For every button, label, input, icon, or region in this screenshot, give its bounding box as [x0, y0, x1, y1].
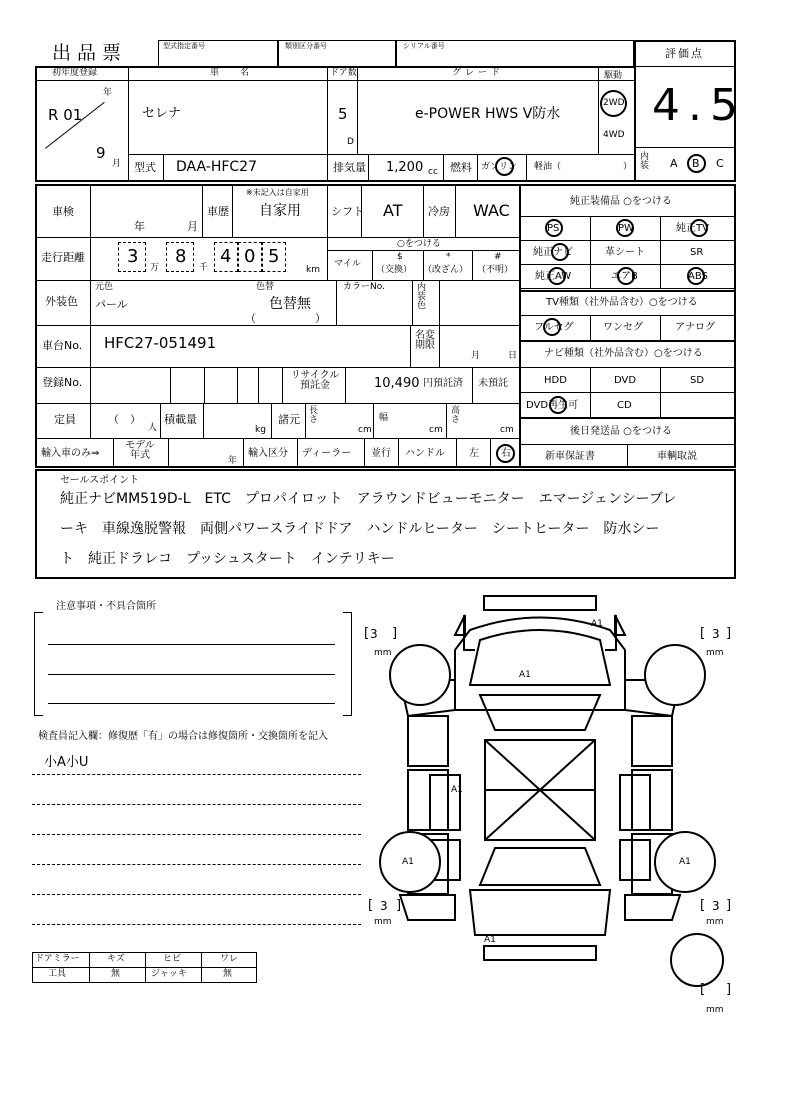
chassis: HFC27-051491	[104, 334, 217, 352]
grade: e-POWER HWS V防水	[415, 106, 561, 122]
tread-rl-paren-r: ]	[396, 898, 402, 913]
inspection-year-unit: 年	[134, 220, 145, 233]
km-unit: km	[306, 265, 320, 275]
unknown-label: （不明）	[477, 265, 514, 275]
acc-h-crack: ヒビ	[163, 954, 182, 964]
diagram-mark-5: A1	[679, 857, 691, 867]
interior-b: B	[692, 157, 700, 170]
first-reg-month: 9	[96, 144, 106, 162]
mileage-digit-1-text: 3	[127, 246, 139, 267]
navi-title: ナビ種類（社外品含む）○をつける	[544, 348, 703, 359]
doors-label: ドア数	[330, 68, 357, 78]
ac: WAC	[473, 201, 510, 220]
color-no-label: カラーNo.	[343, 282, 385, 292]
equip-navi-circle	[551, 243, 569, 261]
capacity-label: 定員	[54, 413, 76, 426]
navi-dvd-play: DVD再生可	[526, 400, 579, 411]
inspector-label: 検査員記入欄：修復歴「有」の場合は修復箇所・交換箇所を記入	[38, 731, 328, 742]
tread-spare-paren: [	[700, 982, 706, 997]
tread-rl-paren: [	[368, 898, 374, 913]
first-reg-era: R 01	[48, 106, 83, 124]
unknown-symbol: #	[494, 252, 502, 262]
mark-note: ○をつける	[397, 239, 441, 249]
equip-tv-circle	[690, 219, 708, 237]
tread-fr-paren-r: ]	[726, 626, 732, 641]
displacement-label: 排気量	[333, 161, 366, 174]
model-year-unit: 年	[228, 456, 238, 466]
ac-label: 冷房	[428, 205, 450, 218]
tamper-symbol: *	[446, 252, 451, 262]
tread-spare-paren-r: ]	[726, 982, 732, 997]
car-name-label: 車 名	[210, 68, 256, 78]
import-label: 輸入車のみ⇒	[41, 448, 100, 459]
history: 自家用	[259, 203, 301, 219]
tread-fr-paren: [	[700, 626, 706, 641]
model-label: 型式	[134, 161, 156, 174]
displacement-unit: cc	[428, 167, 438, 177]
acc-v-jack: ジャッキ	[151, 969, 187, 979]
handle-label: ハンドル	[405, 448, 445, 459]
swap-symbol: $	[397, 252, 403, 262]
tv-analog: アナログ	[675, 322, 715, 333]
original-color-label: 元色	[95, 282, 114, 292]
equip-airbag: エアB	[611, 271, 638, 282]
navi-dvd-play-circle	[549, 396, 567, 414]
first-reg-label: 初年度登録	[52, 68, 98, 78]
title-change-label: 名変期限	[415, 330, 435, 351]
diagram-mark-3: A1	[451, 785, 463, 795]
tv-fullseg: フルセグ	[534, 322, 574, 333]
dims-label: 諸元	[278, 413, 300, 426]
drive-2wd: 2WD	[603, 98, 625, 108]
fuel-close: ）	[623, 162, 633, 172]
model-year-label: モデル年式	[125, 440, 155, 461]
diagram-mark-2: A1	[519, 670, 531, 680]
title-change-day: 日	[508, 351, 518, 361]
exterior-label: 外装色	[45, 295, 78, 308]
navi-sd: SD	[690, 375, 705, 386]
equip-abs: ABS	[688, 271, 708, 282]
tread-fl-paren-r: ]	[392, 626, 398, 641]
later-manual: 車輌取説	[657, 451, 697, 462]
tread-fr: 3	[712, 627, 720, 641]
acc-v-jack-val: 無	[223, 969, 233, 979]
fuel-label: 燃料	[450, 161, 472, 174]
inspection-label: 車検	[52, 205, 74, 218]
height-label: 高さ	[451, 406, 461, 425]
mile-label: マイル	[334, 259, 361, 269]
first-reg-month-unit: 月	[112, 159, 122, 169]
fuel-gasoline: ガソリン	[481, 162, 518, 172]
drive-4wd: 4WD	[603, 130, 625, 140]
acc-h-mirror: ドアミラー	[35, 954, 80, 964]
chassis-label: 車台No.	[42, 339, 83, 352]
navi-dvd: DVD	[614, 375, 637, 386]
acc-h-broken: ワレ	[220, 954, 239, 964]
acc-v-tools: 工具	[48, 969, 67, 979]
equip-aw: 純正AW	[535, 271, 572, 282]
dealer: ディーラー	[302, 448, 352, 459]
acc-v-tools-val: 無	[111, 969, 121, 979]
tv-oneseg: ワンセグ	[603, 322, 643, 333]
document-title: 出品票	[52, 42, 128, 64]
mileage-digit-2-text: 8	[175, 246, 187, 267]
tread-fr-mm: mm	[706, 648, 724, 658]
recycle-label: リサイクル預託金	[290, 370, 340, 391]
door-suffix: D	[347, 137, 354, 147]
width-label: 幅	[379, 413, 389, 423]
diagram-mark-1: A1	[591, 619, 603, 629]
sen-unit: 千	[199, 263, 209, 273]
equip-abs-circle	[687, 267, 705, 285]
notes-bracket-right	[343, 612, 352, 716]
length-label: 長さ	[309, 406, 319, 425]
width-cm: cm	[429, 425, 443, 435]
sales-line-3: ト 純正ドラレコ プッシュスタート インテリキー	[60, 551, 395, 567]
equip-pw: PW	[618, 223, 634, 234]
length-cm: cm	[358, 425, 372, 435]
sales-line-1: 純正ナビMM519D-L ETC プロパイロット アラウンドビューモニター エマージェンシーブレ	[60, 491, 677, 507]
recycle-amount: 10,490	[374, 376, 420, 391]
shift-label: シフト	[331, 205, 364, 218]
paren-close: ）	[315, 312, 326, 325]
shift: AT	[383, 201, 403, 220]
equip-navi: 純正ナビ	[533, 247, 573, 258]
diagram-mark-6: A1	[484, 935, 496, 945]
type-number-label: 型式指定番号	[163, 42, 205, 50]
diagram-mark-4: A1	[402, 857, 414, 867]
category-number-label: 類別区分番号	[285, 42, 327, 50]
sales-points-label: セールスポイント	[60, 475, 140, 486]
man-unit: 万	[150, 263, 160, 273]
mileage-digit-5-text: 5	[268, 246, 280, 267]
equip-airbag-circle	[617, 267, 635, 285]
tread-fl-mm: mm	[374, 648, 392, 658]
tread-rl-mm: mm	[374, 917, 392, 927]
repaint: 色替無	[269, 296, 311, 312]
tv-fullseg-circle	[543, 318, 561, 336]
reg-no-label: 登録No.	[42, 376, 83, 389]
load-label: 積載量	[164, 413, 197, 426]
displacement: 1,200	[386, 160, 424, 175]
score-label: 評価点	[665, 47, 704, 60]
equip-aw-circle	[548, 267, 566, 285]
paren-open: （	[245, 312, 256, 325]
repaint-label: 色替	[256, 282, 275, 292]
capacity-paren: （ ）	[108, 413, 141, 426]
doors: 5	[338, 105, 348, 123]
title-change-month: 月	[471, 351, 481, 361]
import-type-label: 輸入区分	[248, 448, 288, 459]
notes-label: 注意事項・不具合箇所	[56, 601, 156, 612]
fuel-diesel: 軽油（	[534, 162, 562, 172]
tread-rr: 3	[712, 899, 720, 913]
score-value: 4.5	[652, 80, 746, 131]
mileage-label: 走行距離	[41, 251, 85, 264]
fuel-circle	[495, 157, 514, 176]
notes-bracket-left	[34, 612, 43, 716]
drive-label: 駆動	[604, 71, 623, 81]
tread-fl: 3	[370, 627, 378, 641]
tv-title: TV種類（社外品含む）○をつける	[546, 297, 698, 308]
right: 右	[501, 448, 511, 459]
height-cm: cm	[500, 425, 514, 435]
equip-ps-circle	[545, 219, 563, 237]
serial-number-label: シリアル番号	[403, 42, 445, 50]
acc-h-scratch: キズ	[107, 954, 125, 964]
car-name: セレナ	[142, 106, 182, 121]
recycle-paid: 円預託済	[423, 378, 463, 389]
model: DAA-HFC27	[176, 159, 257, 175]
navi-hdd: HDD	[544, 375, 567, 386]
interior-a: A	[670, 157, 678, 170]
tread-rr-paren-r: ]	[726, 898, 732, 913]
equip-sr: SR	[690, 247, 704, 258]
sales-line-2: ーキ 車線逸脱警報 両側パワースライドドア ハンドルヒーター シートヒーター 防水シー	[60, 521, 660, 537]
equip-leather: 革シート	[605, 247, 645, 258]
tread-spare-mm: mm	[706, 1005, 724, 1015]
equip-tv: 純正TV	[676, 223, 709, 234]
later-warranty: 新車保証書	[545, 451, 595, 462]
kg-unit: kg	[255, 425, 266, 435]
first-reg-year-unit: 年	[103, 88, 113, 98]
tread-rl: 3	[380, 899, 388, 913]
person-unit: 人	[148, 423, 158, 433]
car-damage-diagram	[360, 590, 750, 1030]
tread-fl-paren: [	[364, 626, 370, 641]
equipment-title: 純正装備品 ○をつける	[570, 196, 672, 207]
equip-ps: PS	[547, 223, 560, 234]
mileage-digit-3-text: 4	[220, 246, 232, 267]
left: 左	[469, 448, 479, 459]
history-note: ※未記入は自家用	[246, 188, 309, 197]
original-color: パール	[95, 298, 128, 311]
mileage-digit-4-text: 0	[244, 246, 256, 267]
history-label: 車歴	[207, 205, 229, 218]
inspector-text: 小A小U	[44, 755, 89, 770]
equip-pw-circle	[616, 219, 634, 237]
interior-color-label: 内装色	[417, 283, 427, 311]
swap-label: （交換）	[376, 265, 413, 275]
inspection-month-unit: 月	[187, 220, 198, 233]
interior-c: C	[716, 157, 724, 170]
parallel: 並行	[371, 448, 391, 459]
tread-rr-mm: mm	[706, 917, 724, 927]
later-title: 後日発送品 ○をつける	[570, 426, 672, 437]
tamper-label: （改ざん）	[423, 265, 469, 275]
tread-rr-paren: [	[700, 898, 706, 913]
navi-cd: CD	[617, 400, 632, 411]
grade-label: グレード	[452, 68, 505, 78]
recycle-unpaid: 未預託	[478, 378, 508, 389]
interior-label: 内装	[640, 152, 650, 171]
